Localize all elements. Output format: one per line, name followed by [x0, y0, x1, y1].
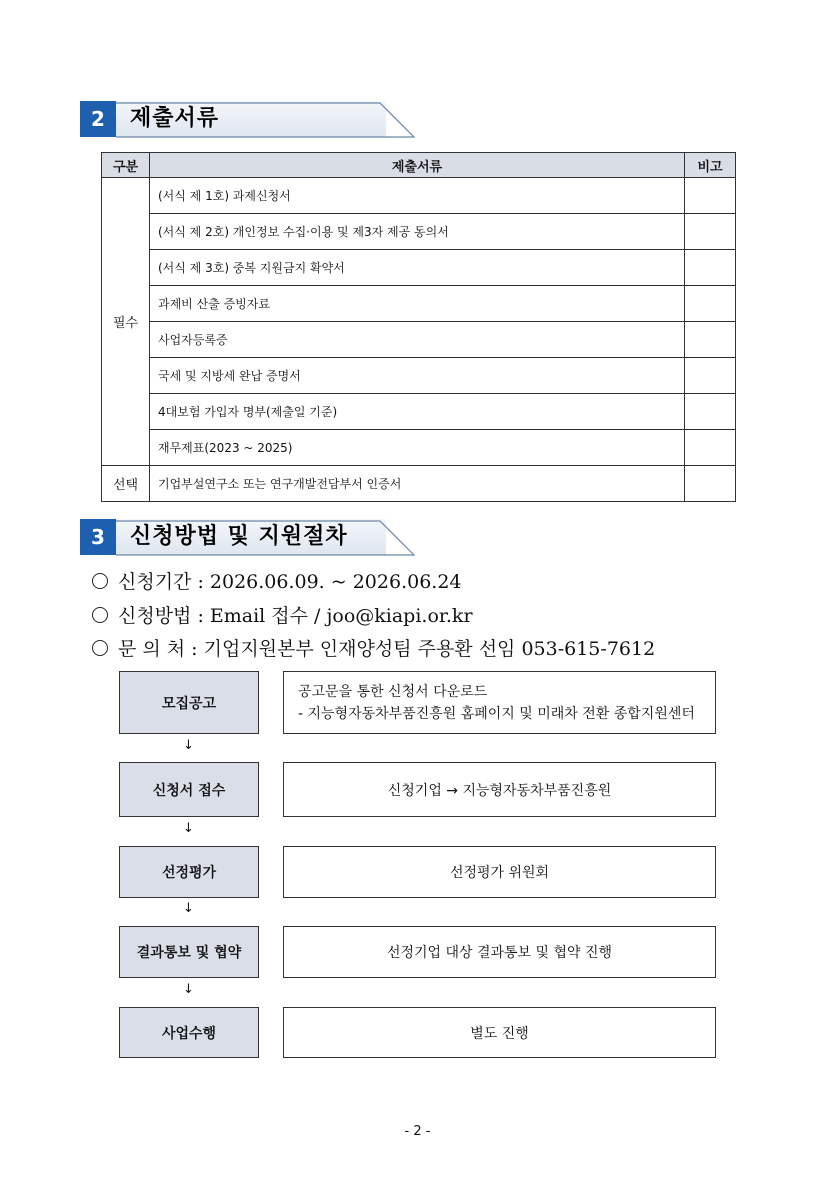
table-row: [102, 358, 736, 394]
table-row: [102, 430, 736, 466]
col-header-category: 구분: [102, 153, 150, 178]
remark-cell: [685, 430, 736, 466]
document-item: (서식 제 3호) 중복 지원금지 확약서: [150, 250, 685, 286]
flow-step-box: 모집공고: [119, 671, 259, 734]
section-number: 3: [80, 519, 116, 555]
remark-cell: [685, 178, 736, 214]
flow-desc-line: 신청기업 → 지능형자동차부품진흥원: [387, 782, 612, 799]
document-item: 국세 및 지방세 완납 증명서: [150, 358, 685, 394]
info-text: 문 의 처 : 기업지원본부 인재양성팀 주용환 선임 053-615-7612: [118, 638, 656, 660]
info-application-period: [92, 567, 462, 594]
flow-desc-line: 별도 진행: [470, 1025, 529, 1042]
category-optional: 선택: [102, 466, 150, 502]
remark-cell: [685, 286, 736, 322]
remark-cell: [685, 358, 736, 394]
document-item: 재무제표(2023 ~ 2025): [150, 430, 685, 466]
flow-desc-box: [283, 846, 716, 898]
flow-step-box: 결과통보 및 협약: [119, 926, 259, 978]
circle-bullet-icon: [92, 640, 108, 656]
table-row: [102, 178, 736, 214]
remark-cell: [685, 250, 736, 286]
table-row: [102, 322, 736, 358]
col-header-documents: 제출서류: [150, 153, 685, 178]
table-header-row: [102, 153, 736, 178]
col-header-remarks: 비고: [685, 153, 736, 178]
flow-desc-line: 선정기업 대상 결과통보 및 협약 진행: [386, 945, 613, 961]
info-text: 신청방법 : Email 접수 / joo@kiapi.or.kr: [118, 605, 473, 627]
section-title: 제출서류: [130, 106, 220, 131]
info-application-method: [92, 601, 473, 628]
info-contact: [92, 634, 655, 661]
table-row: [102, 394, 736, 430]
section-number: 2: [80, 101, 116, 137]
section-3-header: [80, 519, 416, 555]
documents-table: [101, 152, 736, 502]
flow-desc-line: 선정평가 위원회: [449, 865, 550, 881]
flow-step-box: 선정평가: [119, 846, 259, 898]
remark-cell: [685, 466, 736, 502]
table-row: [102, 214, 736, 250]
flow-desc-line: - 지능형자동차부품진흥원 홈페이지 및 미래차 전환 종합지원센터: [298, 705, 695, 722]
remark-cell: [685, 214, 736, 250]
info-text: 신청기간 : 2026.06.09. ~ 2026.06.24: [118, 571, 462, 593]
document-item: 4대보험 가입자 명부(제출일 기준): [150, 394, 685, 430]
document-item: (서식 제 1호) 과제신청서: [150, 178, 685, 214]
document-item: 사업자등록증: [150, 322, 685, 358]
section-title: 신청방법 및 지원절차: [130, 524, 348, 549]
flow-desc-line: 공고문을 통한 신청서 다운로드: [298, 683, 488, 700]
category-required: 필수: [102, 178, 150, 466]
down-arrow-icon: ↓: [183, 901, 194, 916]
flow-step-box: 신청서 접수: [119, 762, 259, 817]
flow-desc-box: [283, 671, 716, 734]
down-arrow-icon: ↓: [183, 821, 194, 836]
flow-desc-box: [283, 762, 716, 817]
remark-cell: [685, 322, 736, 358]
circle-bullet-icon: [92, 607, 108, 623]
circle-bullet-icon: [92, 573, 108, 589]
table-row: [102, 286, 736, 322]
down-arrow-icon: ↓: [183, 982, 194, 997]
flow-desc-box: [283, 926, 716, 978]
section-2-header: [80, 101, 416, 137]
document-item: (서식 제 2호) 개인정보 수집·이용 및 제3자 제공 동의서: [150, 214, 685, 250]
flow-desc-box: [283, 1007, 716, 1058]
table-row: [102, 250, 736, 286]
table-row: [102, 466, 736, 502]
page-number: - 2 -: [404, 1124, 431, 1139]
remark-cell: [685, 394, 736, 430]
down-arrow-icon: ↓: [183, 738, 194, 753]
document-item: 과제비 산출 증빙자료: [150, 286, 685, 322]
document-item: 기업부설연구소 또는 연구개발전담부서 인증서: [150, 466, 685, 502]
flow-step-box: 사업수행: [119, 1007, 259, 1058]
